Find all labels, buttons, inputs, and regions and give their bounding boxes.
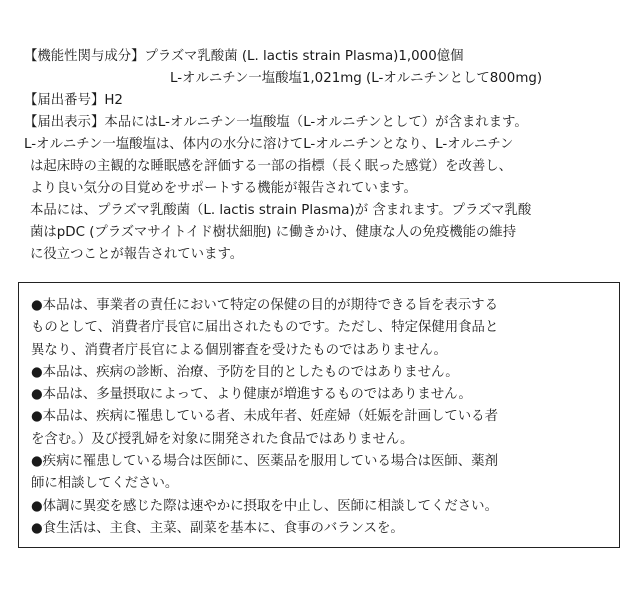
ingredient-1: プラズマ乳酸菌 (L. lactis strain Plasma)1,000億個 (144, 49, 464, 64)
claim-line: 本品にはL-オルニチン一塩酸塩（L-オルニチンとして）が含まれます。 (104, 115, 528, 130)
notice-line: ●疾病に罹患している場合は医師に、医薬品を服用している場合は医師、薬剤 (31, 454, 498, 470)
notice-line: 師に相談してください。 (31, 476, 179, 492)
claim-line: 菌はpDC (プラズマサイトイド樹状細胞) に働きかけ、健康な人の免疫機能の維持 (30, 225, 517, 240)
ingredient-label: 【機能性関与成分】 (24, 49, 145, 64)
label-info-section (24, 46, 624, 266)
claim-line: は起床時の主観的な睡眠感を評価する一部の指標（長く眠った感覚）を改善し、 (30, 159, 513, 174)
notice-line: ●本品は、疾病の診断、治療、予防を目的としたものではありません。 (31, 364, 459, 380)
notice-line: を含む。）及び授乳婦を対象に開発された食品ではありません。 (31, 431, 414, 447)
notice-line: ●食生活は、主食、主菜、副菜を基本に、食事のバランスを。 (31, 520, 404, 536)
ingredient-row (24, 46, 624, 68)
notice-line: ●本品は、疾病に罹患している者、未成年者、妊産婦（妊娠を計画している者 (31, 409, 498, 425)
notice-line: ものとして、消費者庁長官に届出されたものです。ただし、特定保健用食品と (31, 320, 499, 336)
ingredient-row-2 (24, 68, 624, 90)
number-label: 【届出番号】 (24, 93, 105, 108)
notice-line: 異なり、消費者庁長官による個別審査を受けたものではありません。 (31, 342, 447, 358)
claim-line: より良い気分の目覚めをサポートする機能が報告されています。 (30, 181, 417, 196)
claim-label: 【届出表示】 (24, 115, 105, 130)
notice-box (18, 282, 620, 548)
claim-row (24, 112, 624, 134)
notification-number-row (24, 90, 624, 112)
claim-line: 本品には、プラズマ乳酸菌（L. lactis strain Plasma)が 含まれます。プラズマ乳酸 (30, 203, 532, 218)
notice-line: ●本品は、事業者の責任において特定の保健の目的が期待できる旨を表示する (31, 298, 498, 313)
claim-line: L-オルニチン一塩酸塩は、体内の水分に溶けてL-オルニチンとなり、L-オルニチン (24, 137, 514, 152)
ingredient-2: L-オルニチン一塩酸塩1,021mg (L-オルニチンとして800mg) (170, 71, 543, 86)
notice-line: ●本品は、多量摂取によって、より健康が増進するものではありません。 (31, 387, 472, 403)
number-value: H2 (104, 93, 123, 108)
claim-line: に役立つことが報告されています。 (30, 247, 244, 262)
notice-line: ●体調に異変を感じた際は速やかに摂取を中止し、医師に相談してください。 (31, 498, 498, 514)
